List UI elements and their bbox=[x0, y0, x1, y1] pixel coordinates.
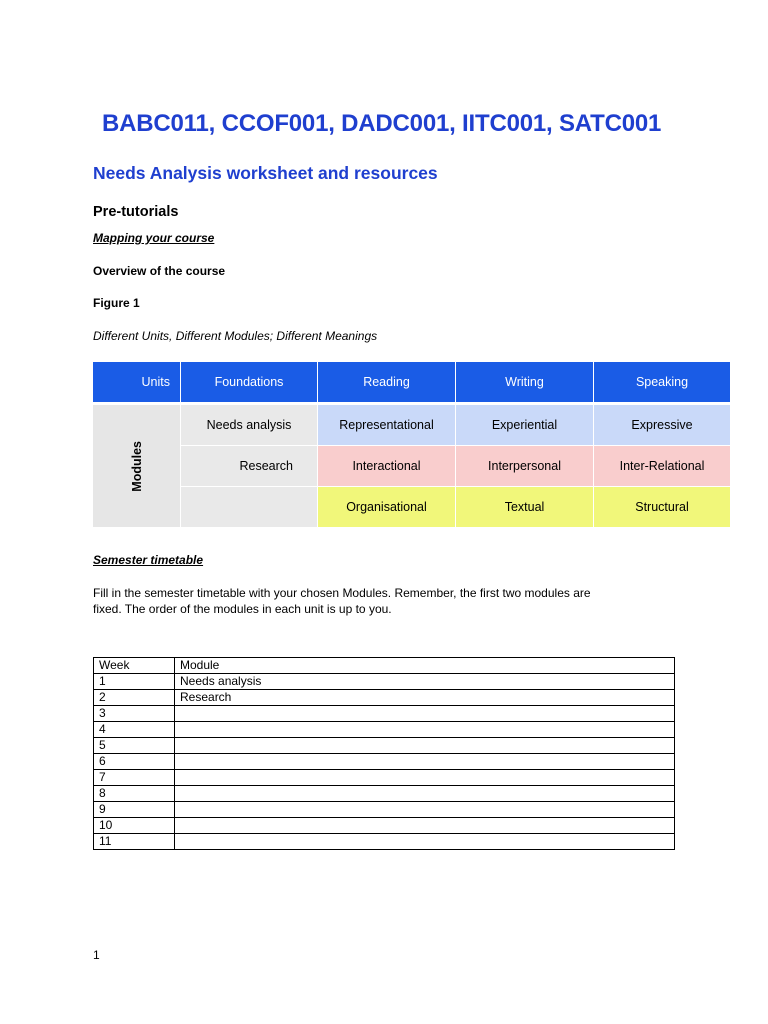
instructions-line-1: Fill in the semester timetable with your chosen Modules. Remember, the first two modules are bbox=[93, 586, 591, 600]
row1-reading: Representational bbox=[318, 405, 455, 445]
week-cell: 5 bbox=[94, 738, 175, 754]
module-cell[interactable] bbox=[175, 738, 675, 754]
week-header: Week bbox=[94, 658, 175, 674]
week-cell: 3 bbox=[94, 706, 175, 722]
row2-foundation: Research bbox=[181, 446, 317, 486]
week-cell: 2 bbox=[94, 690, 175, 706]
instructions-line-2: fixed. The order of the modules in each unit is up to you. bbox=[93, 602, 392, 616]
section-heading: Pre-tutorials bbox=[93, 204, 179, 220]
module-cell[interactable] bbox=[175, 706, 675, 722]
week-cell: 7 bbox=[94, 770, 175, 786]
course-map-figure bbox=[93, 362, 730, 527]
week-cell: 8 bbox=[94, 786, 175, 802]
row2-writing: Interpersonal bbox=[456, 446, 593, 486]
table-row bbox=[94, 754, 675, 770]
row2-speaking: Inter-Relational bbox=[594, 446, 730, 486]
table-row bbox=[94, 706, 675, 722]
header-writing: Writing bbox=[456, 362, 593, 402]
page-number: 1 bbox=[93, 948, 100, 962]
table-row bbox=[94, 738, 675, 754]
row3-speaking: Structural bbox=[594, 487, 730, 527]
modules-row-label bbox=[93, 405, 180, 527]
header-foundations: Foundations bbox=[181, 362, 317, 402]
mapping-heading: Mapping your course bbox=[93, 231, 215, 245]
table-row bbox=[94, 818, 675, 834]
week-cell: 11 bbox=[94, 834, 175, 850]
week-cell: 4 bbox=[94, 722, 175, 738]
table-row bbox=[94, 786, 675, 802]
timetable-header-row bbox=[94, 658, 675, 674]
header-speaking: Speaking bbox=[594, 362, 730, 402]
module-cell[interactable] bbox=[175, 786, 675, 802]
module-cell[interactable]: Research bbox=[175, 690, 675, 706]
header-reading: Reading bbox=[318, 362, 455, 402]
row1-writing: Experiential bbox=[456, 405, 593, 445]
table-row bbox=[94, 722, 675, 738]
document-title: BABC011, CCOF001, DADC001, IITC001, SATC001 bbox=[102, 110, 662, 137]
module-cell[interactable]: Needs analysis bbox=[175, 674, 675, 690]
document-subtitle: Needs Analysis worksheet and resources bbox=[93, 163, 438, 183]
module-cell[interactable] bbox=[175, 818, 675, 834]
row1-foundation: Needs analysis bbox=[181, 405, 317, 445]
module-cell[interactable] bbox=[175, 770, 675, 786]
table-row bbox=[94, 770, 675, 786]
timetable-heading: Semester timetable bbox=[93, 553, 204, 567]
week-cell: 6 bbox=[94, 754, 175, 770]
row1-speaking: Expressive bbox=[594, 405, 730, 445]
overview-label: Overview of the course bbox=[93, 264, 226, 278]
week-cell: 1 bbox=[94, 674, 175, 690]
module-cell[interactable] bbox=[175, 802, 675, 818]
module-cell[interactable] bbox=[175, 722, 675, 738]
row3-foundation bbox=[181, 487, 317, 527]
header-units: Units bbox=[93, 362, 180, 402]
modules-label: Modules bbox=[129, 440, 144, 492]
semester-timetable bbox=[93, 657, 675, 850]
module-header: Module bbox=[175, 658, 675, 674]
week-cell: 9 bbox=[94, 802, 175, 818]
figure-label: Figure 1 bbox=[93, 296, 140, 310]
row2-reading: Interactional bbox=[318, 446, 455, 486]
table-row bbox=[94, 690, 675, 706]
row3-reading: Organisational bbox=[318, 487, 455, 527]
module-cell[interactable] bbox=[175, 834, 675, 850]
figure-caption: Different Units, Different Modules; Different Meanings bbox=[93, 329, 378, 343]
week-cell: 10 bbox=[94, 818, 175, 834]
table-row bbox=[94, 834, 675, 850]
table-row bbox=[94, 802, 675, 818]
table-row bbox=[94, 674, 675, 690]
module-cell[interactable] bbox=[175, 754, 675, 770]
row3-writing: Textual bbox=[456, 487, 593, 527]
